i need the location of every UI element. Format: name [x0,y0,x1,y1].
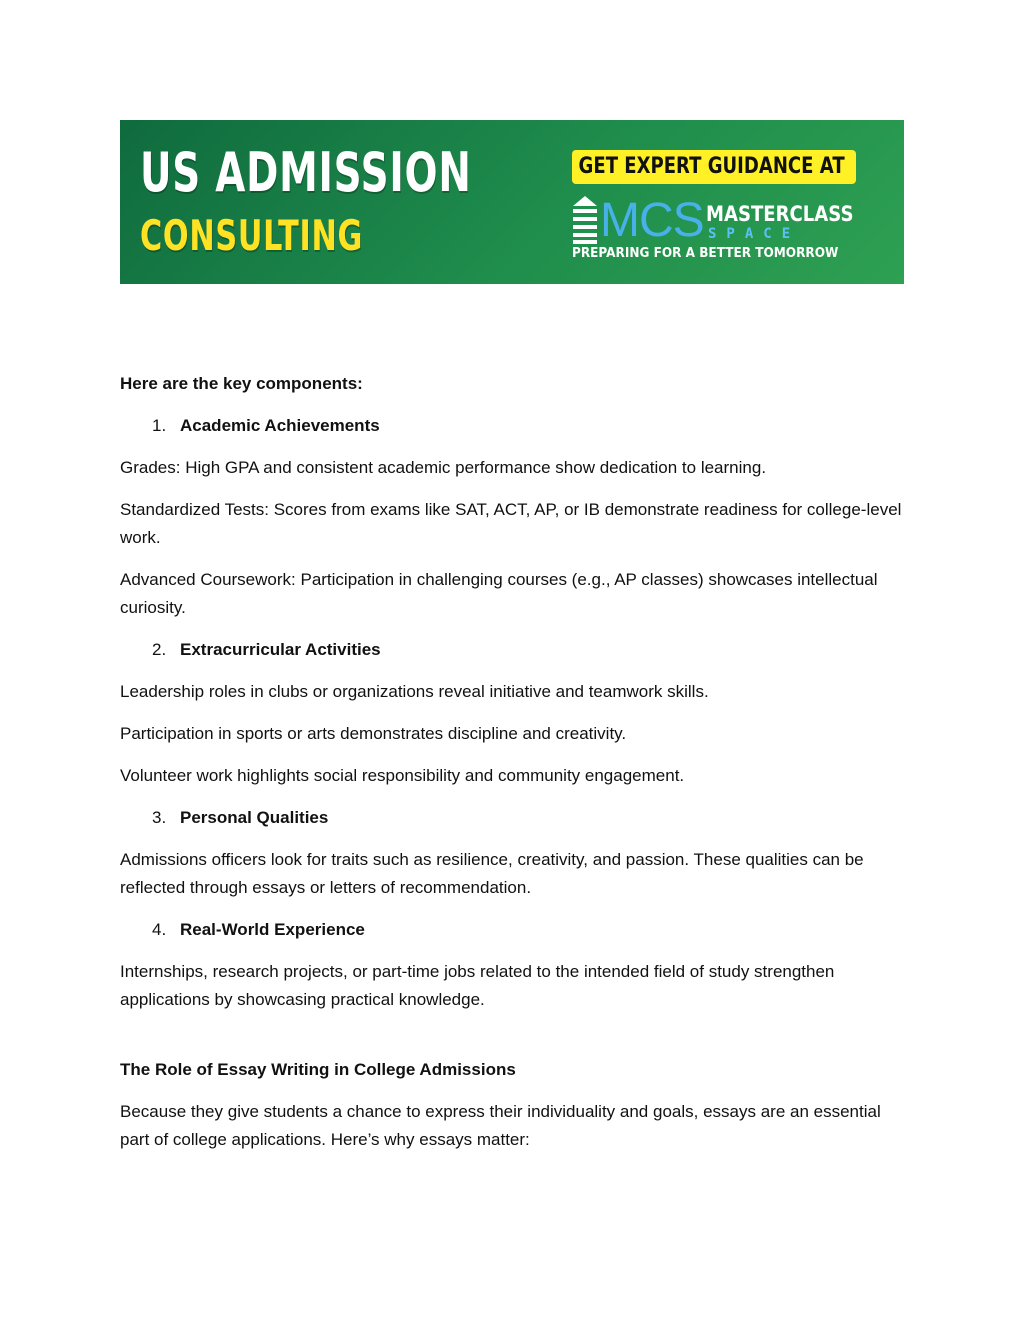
paragraph: Grades: High GPA and consistent academic performance show dedication to learning. [120,458,767,477]
section-heading [120,412,906,440]
section-heading [120,804,906,832]
section-number: 4. [152,920,167,939]
section-extracurricular [120,636,906,790]
section-academic [120,412,906,622]
logo-brand-name: MASTERCLASS [706,202,854,226]
document-body [120,370,906,1168]
section-title: Extracurricular Activities [180,640,381,659]
section-number: 3. [152,808,167,827]
logo-subtitle: SPACE [708,226,801,242]
banner-title-line2: CONSULTING [140,211,364,260]
essay-heading: The Role of Essay Writing in College Admissions [120,1060,516,1079]
section-number: 1. [152,416,167,435]
banner-cta-text: GET EXPERT GUIDANCE AT [578,154,845,179]
section-number: 2. [152,640,167,659]
section-title: Real-World Experience [180,920,365,939]
section-heading [120,636,906,664]
essay-paragraph: Because they give students a chance to express their individuality and goals, essays are an essential part of college applications. Here’s why essays matter: [120,1102,881,1149]
banner [120,120,904,284]
section-heading [120,916,906,944]
section-real-world [120,916,906,1014]
section-personal-qualities [120,804,906,902]
logo-mark-text: MCS [600,194,704,247]
banner-cta-badge [572,150,856,184]
mcs-logo [572,196,872,266]
section-title: Personal Qualities [180,808,329,827]
paragraph: Standardized Tests: Scores from exams like SAT, ACT, AP, or IB demonstrate readiness for college-level work. [120,500,902,547]
paragraph: Volunteer work highlights social responsibility and community engagement. [120,766,685,785]
paragraph: Participation in sports or arts demonstrates discipline and creativity. [120,724,627,743]
paragraph: Admissions officers look for traits such as resilience, creativity, and passion. These qualities can be reflected through essays or letters of recommendation. [120,850,864,897]
spacer [120,1028,906,1056]
logo-tagline: PREPARING FOR A BETTER TOMORROW [572,246,839,261]
paragraph: Internships, research projects, or part-time jobs related to the intended field of study strengthen applications by showcasing practical knowledge. [120,962,835,1009]
section-title: Academic Achievements [180,416,380,435]
paragraph: Advanced Coursework: Participation in challenging courses (e.g., AP classes) showcases intellectual curiosity. [120,570,878,617]
banner-title-line1: US ADMISSION [140,141,472,204]
paragraph: Leadership roles in clubs or organizations reveal initiative and teamwork skills. [120,682,709,701]
intro-heading: Here are the key components: [120,374,363,393]
